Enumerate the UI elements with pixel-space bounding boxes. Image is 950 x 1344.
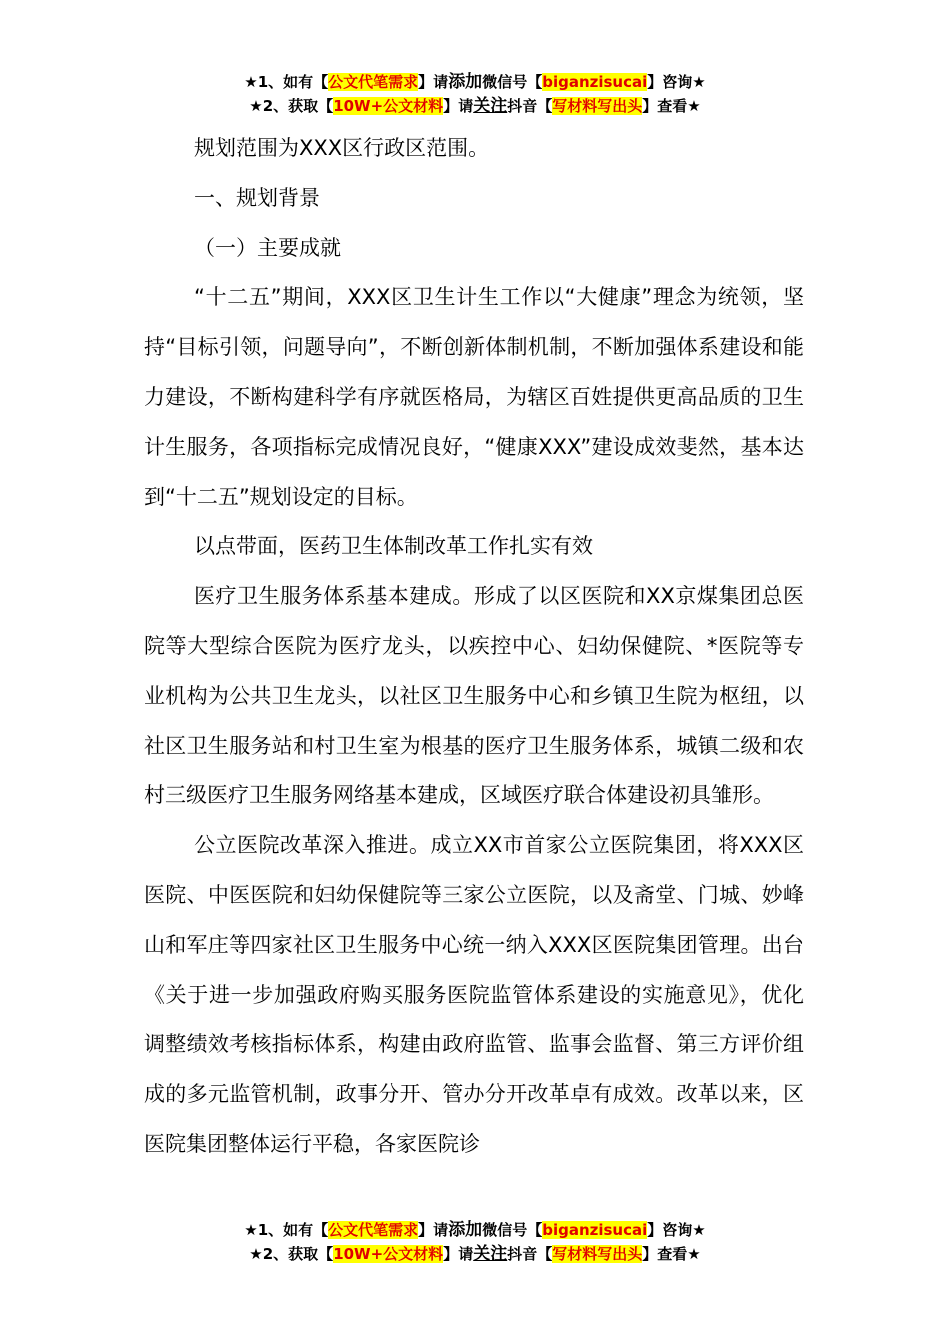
- promo-text: 】咨询★: [647, 73, 706, 91]
- promo-line-1: [0, 1218, 950, 1242]
- promo-emphasis: 添加: [448, 1220, 483, 1240]
- promo-highlight: 写材料写出头: [552, 97, 643, 115]
- promo-text: 】查看★: [642, 1245, 701, 1263]
- promo-text: 】请: [443, 97, 474, 115]
- promo-highlight: 10W+公文材料: [333, 1245, 444, 1263]
- promo-banner-top: [0, 70, 950, 118]
- promo-banner-bottom: [0, 1218, 950, 1266]
- promo-line-2: [0, 94, 950, 118]
- promo-highlight: 公文代笔需求: [328, 1221, 419, 1239]
- promo-highlight: 10W+公文材料: [333, 97, 444, 115]
- promo-highlight: 写材料写出头: [552, 1245, 643, 1263]
- promo-highlight: 公文代笔需求: [328, 73, 419, 91]
- promo-text: ★1、如有【: [244, 1221, 329, 1239]
- promo-text: 微信号【: [482, 1221, 543, 1239]
- promo-text: 】查看★: [642, 97, 701, 115]
- promo-line-2: [0, 1242, 950, 1266]
- promo-emphasis: 关注: [473, 1244, 508, 1264]
- document-body: [144, 124, 804, 1170]
- promo-text: 】请: [418, 1221, 449, 1239]
- promo-text: 】咨询★: [647, 1221, 706, 1239]
- promo-highlight: biganzisucai: [542, 1221, 648, 1239]
- paragraph-hospital-reform: 公立医院改革深入推进。成立XX市首家公立医院集团，将XXX区医院、中医医院和妇幼保健院等三家公立医院，以及斋堂、门城、妙峰山和军庄等四家社区卫生服务中心统一纳入XXX区医院集团管理。出台《关于进一步加强政府购买服务医院监管体系建设的实施意见》，优化调整绩效考核指标体系，构建由政府监管、监事会监督、第三方评价组成的多元监管机制，政事分开、管办分开改革卓有成效。改革以来，区医院集团整体运行平稳，各家医院诊: [144, 833, 804, 1156]
- promo-text: ★1、如有【: [244, 73, 329, 91]
- promo-emphasis: 关注: [473, 96, 508, 116]
- paragraph-reform-summary: 以点带面，医药卫生体制改革工作扎实有效: [194, 534, 593, 559]
- heading-planning-background: 一、规划背景: [194, 185, 320, 210]
- promo-highlight: biganzisucai: [542, 73, 648, 91]
- paragraph-service-system: 医疗卫生服务体系基本建成。形成了以区医院和XX京煤集团总医院等大型综合医院为医疗龙头，以疾控中心、妇幼保健院、*医院等专业机构为公共卫生龙头，以社区卫生服务中心和乡镇卫生院为枢纽，以社区卫生服务站和村卫生室为根基的医疗卫生服务体系，城镇二级和农村三级医疗卫生服务网络基本建成，区域医疗联合体建设初具雏形。: [144, 584, 804, 808]
- promo-line-1: [0, 70, 950, 94]
- promo-text: ★2、获取【: [249, 1245, 334, 1263]
- promo-text: 】请: [418, 73, 449, 91]
- promo-text: 】请: [443, 1245, 474, 1263]
- subheading-main-achievements: （一）主要成就: [194, 235, 341, 260]
- promo-text: 抖音【: [507, 97, 553, 115]
- promo-emphasis: 添加: [448, 72, 483, 92]
- promo-text: ★2、获取【: [249, 97, 334, 115]
- paragraph-12th-five-year: “十二五”期间，XXX区卫生计生工作以“大健康”理念为统领，坚持“目标引领，问题导向”，不断创新体制机制，不断加强体系建设和能力建设，不断构建科学有序就医格局，为辖区百姓提供更高品质的卫生计生服务，各项指标完成情况良好，“健康XXX”建设成效斐然，基本达到“十二五”规划设定的目标。: [144, 285, 804, 509]
- promo-text: 微信号【: [482, 73, 543, 91]
- promo-text: 抖音【: [507, 1245, 553, 1263]
- paragraph-scope: 规划范围为XXX区行政区范围。: [194, 136, 490, 160]
